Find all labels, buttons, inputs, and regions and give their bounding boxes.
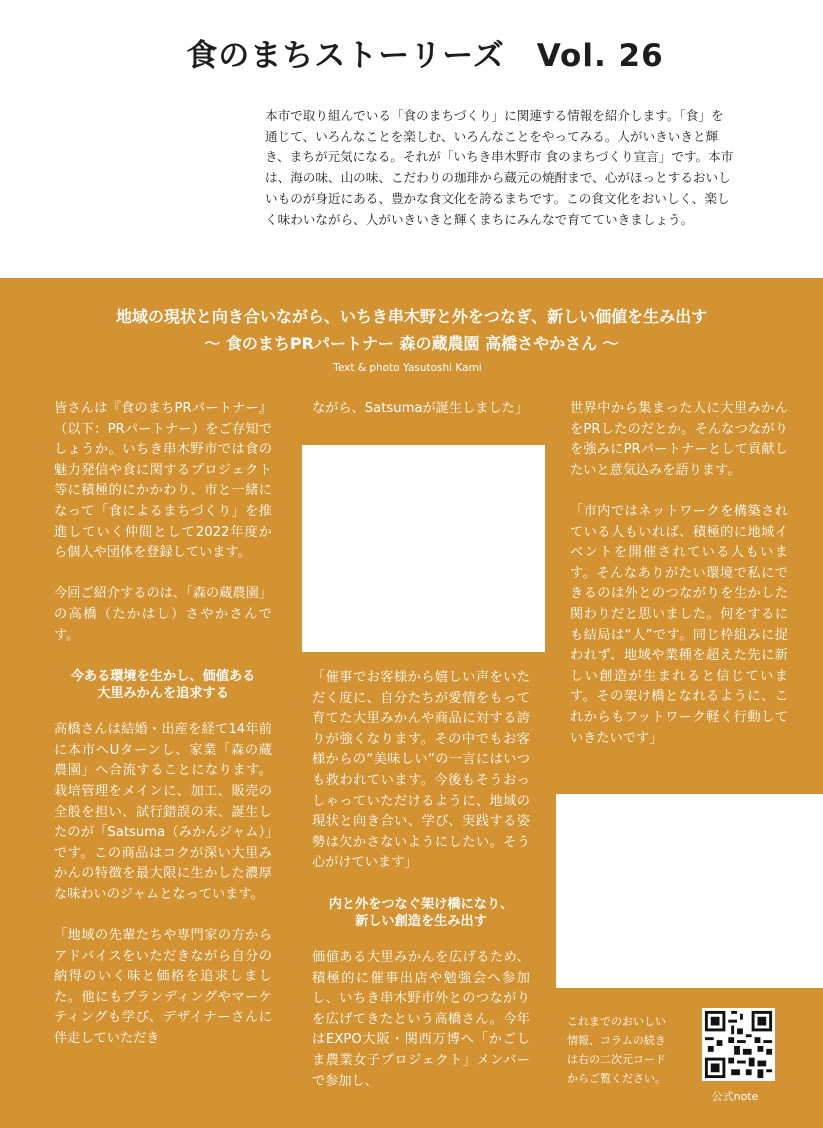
intro-text bbox=[265, 106, 785, 230]
page-title: 食のまちストーリーズ Vol. 26 bbox=[186, 38, 664, 74]
intro-line: いものが身近にある、豊かな食文化を誇るまちです。この食文化をおいしく、楽し bbox=[265, 190, 730, 206]
intro-line: 通じて、いろんなことを楽しむ、いろんなことをやってみる。人がいきいきと輝 bbox=[265, 128, 719, 144]
section-heading bbox=[54, 668, 272, 702]
paragraph: 「催事でお客様から嬉しい声をいただく度に、自分たちが愛情をもって育てた大里みかんや商品に対する誇りが強くなります。その中でもお客様からの“美味しい”の一言にはいつも救われています。今後もそうおっしゃっていただけるように、地域の現状と向き合い、学び、実践する姿勢は欠かさないようにしたい。そう心がけています」 bbox=[312, 670, 530, 871]
paragraph: ながら、Satsumaが誕生しました」 bbox=[312, 401, 529, 416]
article-photo bbox=[302, 445, 545, 652]
qr-caption-line: 情報、コラムの続き bbox=[567, 1034, 666, 1047]
section-heading-line: 今ある環境を生かし、価値ある bbox=[70, 669, 256, 685]
qr-caption-line: は右の二次元コード bbox=[567, 1053, 666, 1066]
article-column-2 bbox=[312, 399, 530, 420]
qr-code[interactable] bbox=[702, 1008, 775, 1081]
paragraph: 今回ご紹介するのは、「森の蔵農園」の高橋（たかはし）さやかさんです。 bbox=[54, 586, 272, 643]
photo-credit: Text & photo Yasutoshi Kami bbox=[333, 362, 482, 374]
paragraph: 「市内ではネットワークを構築されている人もいれば、積極的に地域イベントを開催されている人もいます。そんなありがたい環境で私にできるのは外とのつながりを生かした関わりだと思いました。何をするにも結局は“人”です。同じ枠組みに捉われず、地域や業種を超えた先に新しい創造が生まれると信じています。その架け橋となれるように、これからもフットワーク軽く行動していきたいです」 bbox=[570, 503, 788, 746]
intro-line: は、海の味、山の味、こだわりの珈琲から蔵元の焼酎まで、心がほっとするおいし bbox=[265, 170, 731, 186]
qr-code-icon bbox=[702, 1008, 775, 1081]
section-heading-line: 内と外をつなぐ架け橋になり、 bbox=[328, 896, 514, 912]
intro-line: く味わいながら、人がいきいきと輝くまちにみんなで育てていきましょう。 bbox=[265, 211, 694, 227]
article-column-2-lower bbox=[312, 668, 530, 1092]
intro-line: 本市で取り組んでいる「食のまちづくり」に関連する情報を紹介します。「食」を bbox=[265, 108, 724, 123]
section-heading-line: 新しい創造を生み出す bbox=[355, 913, 487, 929]
qr-label: 公式note bbox=[711, 1090, 759, 1103]
article-subheadline: 〜 食のまちPRパートナー 森の蔵農園 高橋さやかさん 〜 bbox=[204, 334, 619, 353]
paragraph: 高橋さんは結婚・出産を経て14年前に本市へUターンし、家業「森の蔵農園」へ合流することになります。栽培管理をメインに、加工、販売の全般を担い、試行錯誤の末、誕生したのが「Satsuma（みかんジャム）」です。この商品はコクが深い大里みかんの特徴を最大限に生かした濃厚な味わいのジャムとなっています。 bbox=[54, 722, 272, 902]
qr-caption bbox=[567, 1012, 697, 1088]
article-column-3 bbox=[570, 399, 788, 749]
article-photo bbox=[556, 794, 823, 988]
paragraph: 世界中から集まった人に大里みかんをPRしたのだとか。そんなつながりを強みにPRパートナーとして貢献したいと意気込みを語ります。 bbox=[570, 401, 788, 478]
qr-caption-line: これまでのおいしい bbox=[567, 1015, 666, 1028]
article-column-1 bbox=[54, 399, 272, 1050]
section-heading-line: 大里みかんを追求する bbox=[97, 686, 229, 702]
qr-caption-line: からご覧ください。 bbox=[567, 1072, 666, 1085]
paragraph: 皆さんは『食のまちPRパートナー』（以下：PRパートナー）をご存知でしょうか。いちき串木野市では食の魅力発信や食に関するプロジェクト等に積極的にかかわり、市と一緒になって「食によるまちづくり」を推進していく仲間として2022年度から個人や団体を登録しています。 bbox=[54, 401, 272, 561]
paragraph: 価値ある大里みかんを広げるため、積極的に催事出店や勉強会へ参加し、いちき串木野市外とのつながりを広げてきたという高橋さん。今年はEXPO大阪・関西万博へ「かごしま農業女子プロジェクト」メンバーで参加し、 bbox=[312, 949, 530, 1089]
intro-line: き、まちが元気になる。それが「いちき串木野市 食のまちづくり宣言」です。本市 bbox=[265, 149, 734, 165]
section-heading bbox=[312, 896, 530, 930]
paragraph: 「地域の先輩たちや専門家の方からアドバイスをいただきながら自分の納得のいく味と価格を追求しました。他にもブランディングやマーケティングも学び、デザイナーさんに伴走していただき bbox=[54, 928, 272, 1047]
article-headline: 地域の現状と向き合いながら、いちき串木野と外をつなぎ、新しい価値を生み出す bbox=[115, 307, 708, 326]
